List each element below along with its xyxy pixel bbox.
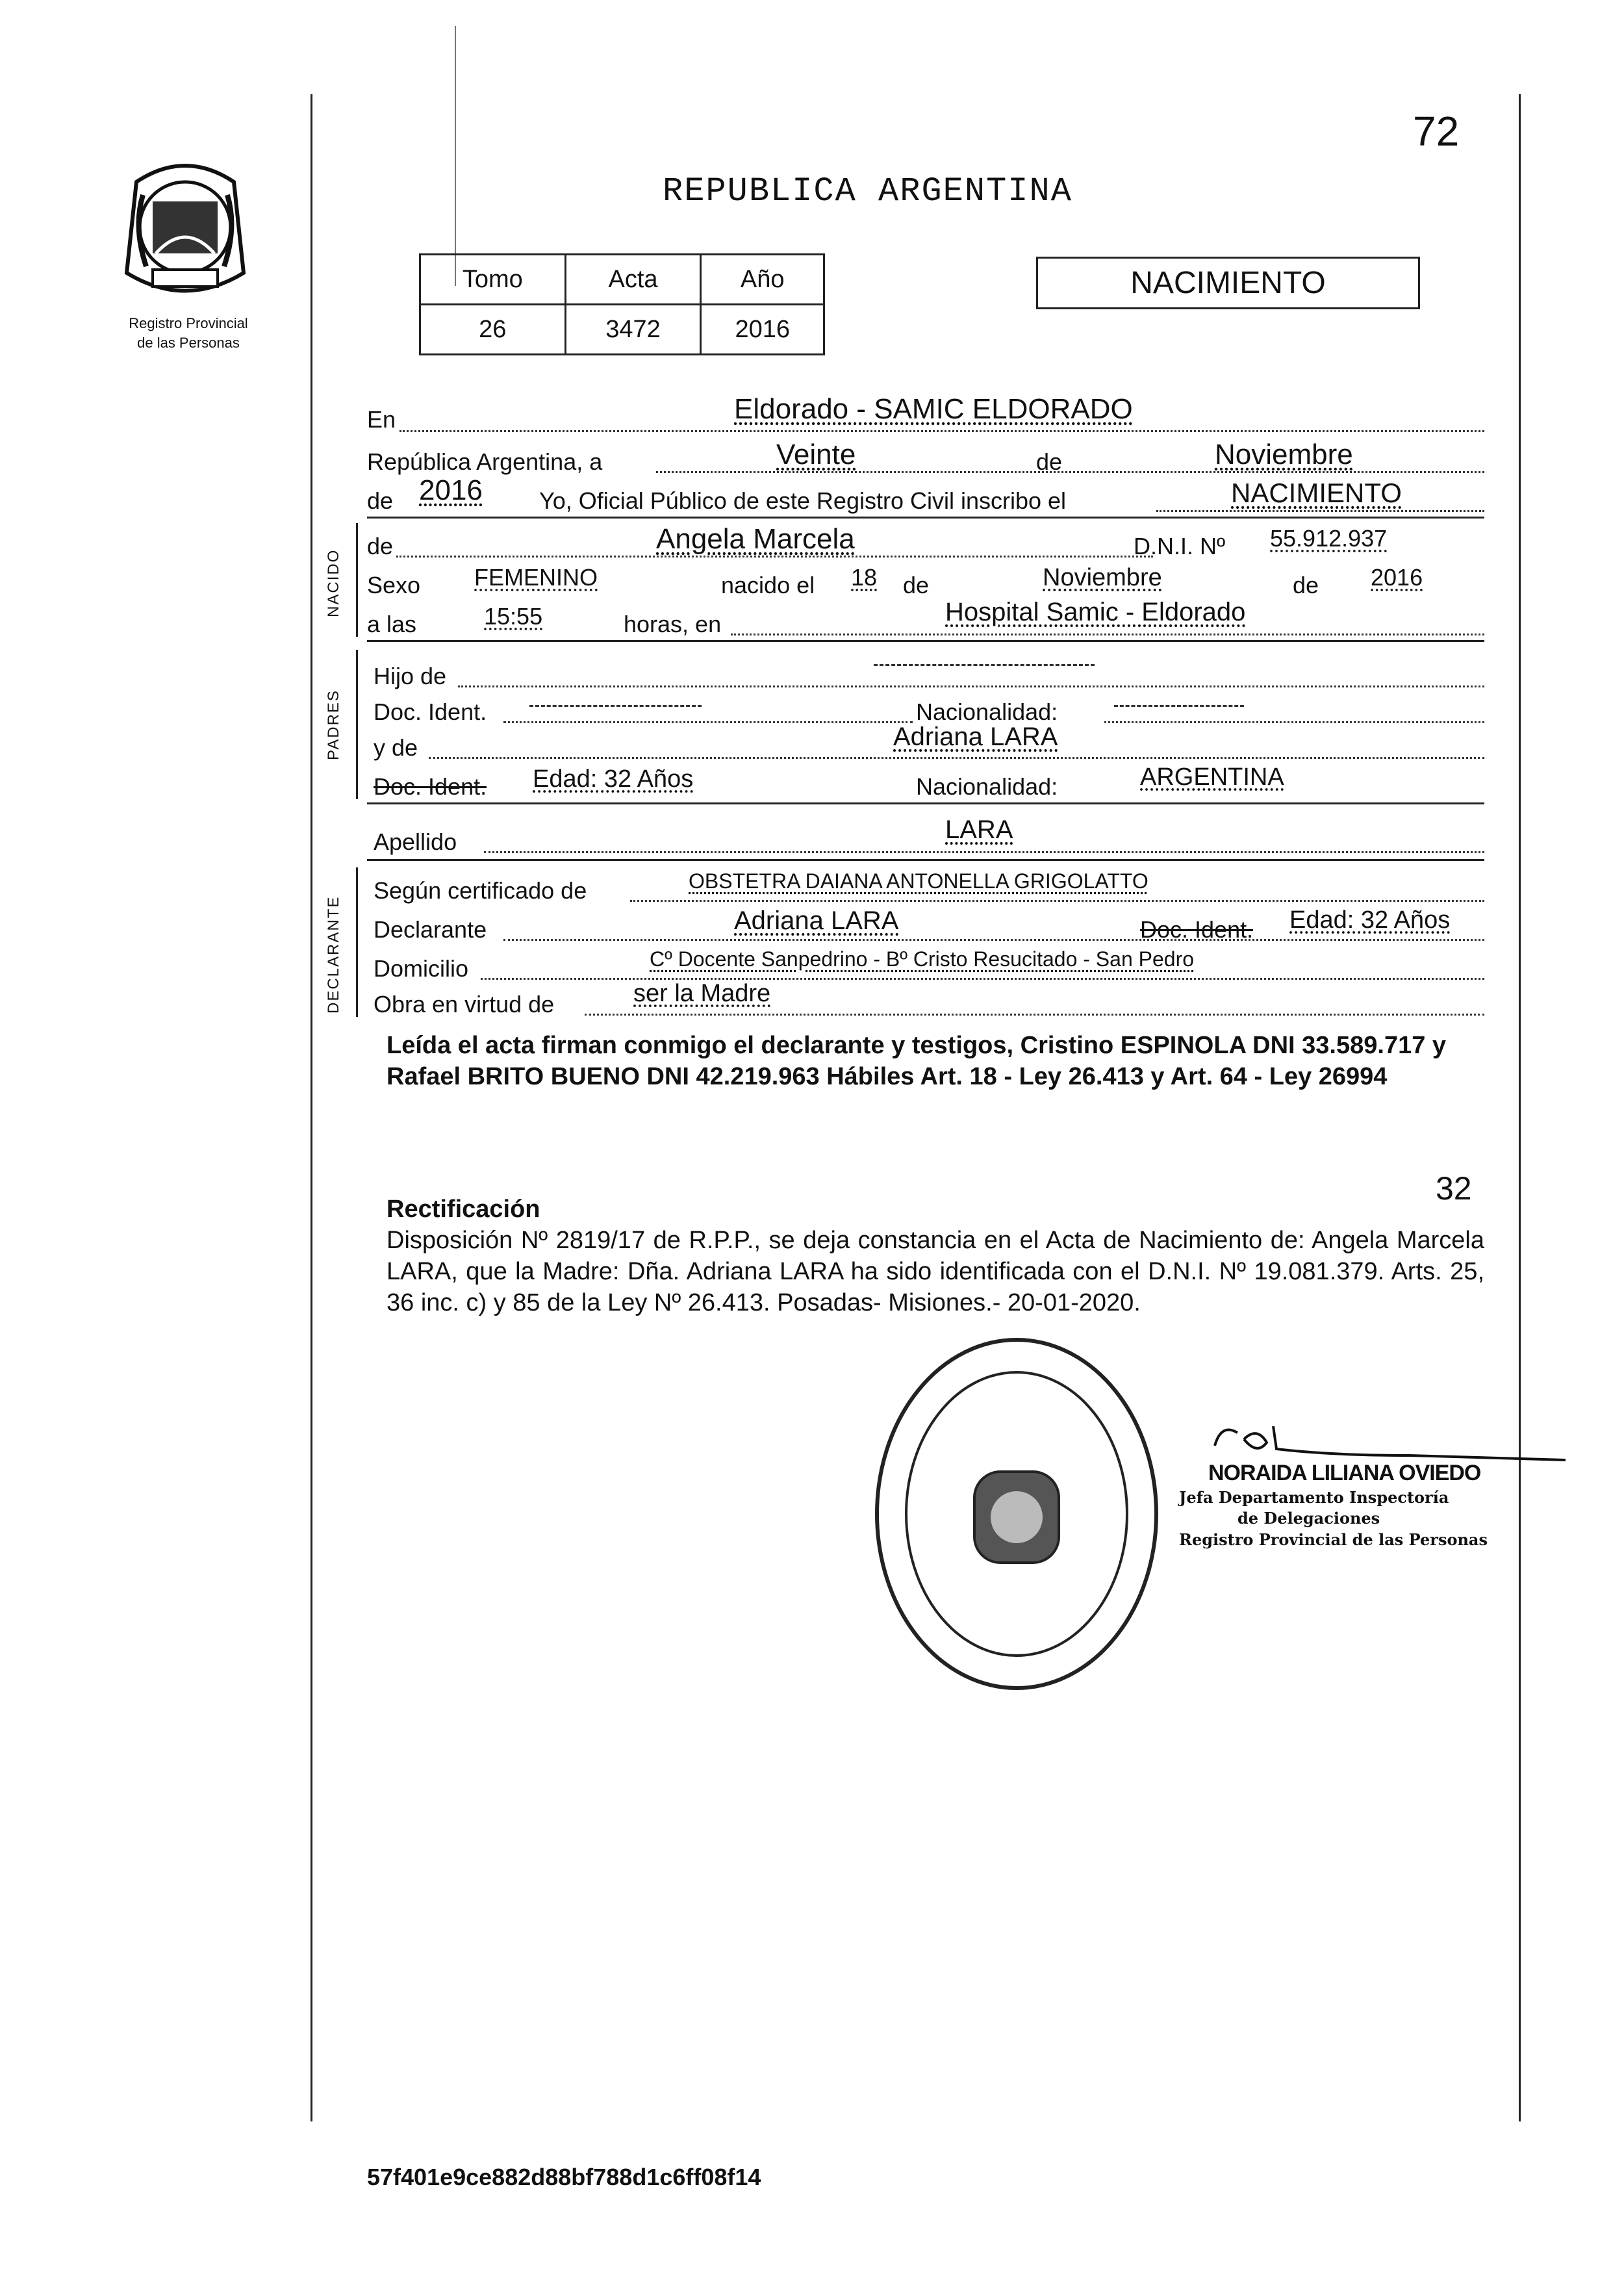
testigos-paragraph: Leída el acta firman conmigo el declarante y testigos, Cristino ESPINOLA DNI 33.589.717 y Rafael BRITO BUENO DNI 42.219.963 Hábiles Art. 18 - Ley 26.413 y Art. 64 - Ley 26994 <box>387 1032 1447 1090</box>
signer-title-2: de Delegaciones <box>1237 1509 1380 1528</box>
nombre-value: Angela Marcela <box>656 523 855 555</box>
apellido-dots <box>484 851 1484 853</box>
mes-value: Noviembre <box>1215 439 1353 470</box>
tomo-value: 26 <box>420 305 566 355</box>
doc-label: Doc. Ident. <box>374 698 487 725</box>
oficial-dots <box>1156 510 1484 512</box>
page-title: REPUBLICA ARGENTINA <box>663 172 1072 211</box>
obra-value: ser la Madre <box>633 980 771 1007</box>
yde-label: y de <box>374 734 418 761</box>
declarante-doc-struck: Doc. Ident. <box>1140 916 1254 943</box>
tipo-value: NACIMIENTO <box>1231 478 1402 508</box>
domicilio-value: Cº Docente Sanpedrino - Bº Cristo Resucitado - San Pedro <box>650 947 1195 971</box>
obra-label: Obra en virtud de <box>374 991 555 1018</box>
registry-name-line2: de las Personas <box>137 335 240 351</box>
acta-value: 3472 <box>565 305 701 355</box>
nacido-label: NACIDO <box>325 548 342 617</box>
apellido-label: Apellido <box>374 828 457 855</box>
madre-value: Adriana LARA <box>893 723 1058 751</box>
en-label: En <box>367 406 396 433</box>
doc-dots <box>503 721 913 723</box>
blank-dash-2 <box>529 705 702 707</box>
padres-rule <box>367 802 1484 804</box>
lugar-value: Hospital Samic - Eldorado <box>945 598 1246 626</box>
declarante-value: Adriana LARA <box>734 906 899 935</box>
dni-label: D.N.I. Nº <box>1134 533 1226 559</box>
tomo-acta-table <box>419 253 825 355</box>
nacido-mes-value: Noviembre <box>1043 564 1162 591</box>
hora-value: 15:55 <box>484 603 543 630</box>
nacido-de-label: de <box>367 533 394 559</box>
horas-label: horas, en <box>624 611 722 637</box>
sexo-label: Sexo <box>367 572 421 598</box>
registry-name-line1: Registro Provincial <box>129 315 248 331</box>
official-stamp <box>870 1332 1163 1696</box>
nacido-dia-value: 18 <box>851 564 878 591</box>
nacido-de-dots <box>396 556 1153 557</box>
header-rule <box>367 517 1484 519</box>
signer-title-3: Registro Provincial de las Personas <box>1179 1530 1488 1549</box>
nacionalidad-label: Nacionalidad: <box>916 698 1058 725</box>
padres-label: PADRES <box>325 689 342 760</box>
anio-line-value: 2016 <box>419 474 483 506</box>
record-type-box: NACIMIENTO <box>1036 257 1420 309</box>
madre-edad-value: Edad: 32 Años <box>533 765 694 793</box>
de-label: de <box>1036 448 1063 475</box>
padres-bracket <box>356 650 358 799</box>
nacido-de3-label: de <box>1293 572 1319 598</box>
doc2-label-struck: Doc. Ident. <box>374 773 487 800</box>
nacionalidad2-label: Nacionalidad: <box>916 773 1058 800</box>
declarante-dots <box>503 939 1484 941</box>
declarante-bracket <box>356 867 358 1017</box>
segun-dots <box>630 900 1484 902</box>
blank-dash-1 <box>874 664 1095 666</box>
inner-vertical-rule <box>455 26 456 286</box>
declarante-label-text: Declarante <box>374 916 487 943</box>
rectificacion-body: Disposición Nº 2819/17 de R.P.P., se deja constancia en el Acta de Nacimiento de: Angela Marcela LARA, que la Madre: Dña. Adriana LARA ha sido identificada con el D.N.I. Nº 19.081.379. Arts. 25, 36 inc. c) y 85 de la Ley Nº 26.413. Posadas- Misiones.- 20-01-2020. <box>387 1227 1484 1316</box>
nacionalidad-value: ARGENTINA <box>1140 763 1284 791</box>
en-dots <box>400 430 1484 432</box>
signer-name: NORAIDA LILIANA OVIEDO <box>1208 1461 1481 1485</box>
oficial-text: Yo, Oficial Público de este Registro Civil inscribo el <box>539 487 1067 514</box>
sexo-value: FEMENINO <box>474 564 598 591</box>
nacido-el-label: nacido el <box>721 572 815 598</box>
certificado-value: OBSTETRA DAIANA ANTONELLA GRIGOLATTO <box>689 869 1148 893</box>
anio-header: Año <box>701 255 824 305</box>
rectificacion-title: Rectificación <box>387 1196 540 1223</box>
segun-label: Según certificado de <box>374 877 587 904</box>
anio-value: 2016 <box>701 305 824 355</box>
blank-dash-3 <box>1114 705 1244 707</box>
nacido-rule <box>367 640 1484 642</box>
declarante-edad-value: Edad: 32 Años <box>1289 906 1451 934</box>
republica-dots <box>656 471 1484 473</box>
apellido-value: LARA <box>945 815 1013 844</box>
signer-title-1: Jefa Departamento Inspectoría <box>1179 1488 1449 1507</box>
nac-dots <box>1104 721 1484 723</box>
de2-label: de <box>367 487 394 514</box>
dia-value: Veinte <box>776 439 856 470</box>
domicilio-label: Domicilio <box>374 955 469 982</box>
republica-label: República Argentina, a <box>367 448 603 475</box>
lugar-dots <box>731 634 1484 635</box>
registry-seal-logo <box>117 156 253 305</box>
nacido-anio-value: 2016 <box>1371 564 1423 591</box>
page-number: 72 <box>1413 108 1460 155</box>
hijo-dots <box>458 685 1484 687</box>
rectificacion-number: 32 <box>1436 1170 1472 1207</box>
nacido-bracket <box>356 523 358 637</box>
obra-dots <box>585 1014 1484 1016</box>
alas-label: a las <box>367 611 417 637</box>
tomo-header: Tomo <box>420 255 566 305</box>
en-value: Eldorado - SAMIC ELDORADO <box>734 393 1133 425</box>
nacido-de2-label: de <box>903 572 930 598</box>
yde-dots <box>429 757 1484 759</box>
hijo-label: Hijo de <box>374 663 447 689</box>
acta-header: Acta <box>565 255 701 305</box>
right-border <box>1519 94 1521 2121</box>
apellido-rule <box>367 859 1484 861</box>
left-border <box>311 94 312 2121</box>
document-hash: 57f401e9ce882d88bf788d1c6ff08f14 <box>367 2164 761 2190</box>
domicilio-dots <box>481 978 1484 980</box>
declarante-label: DECLARANTE <box>325 895 342 1014</box>
dni-value: 55.912.937 <box>1270 525 1388 552</box>
